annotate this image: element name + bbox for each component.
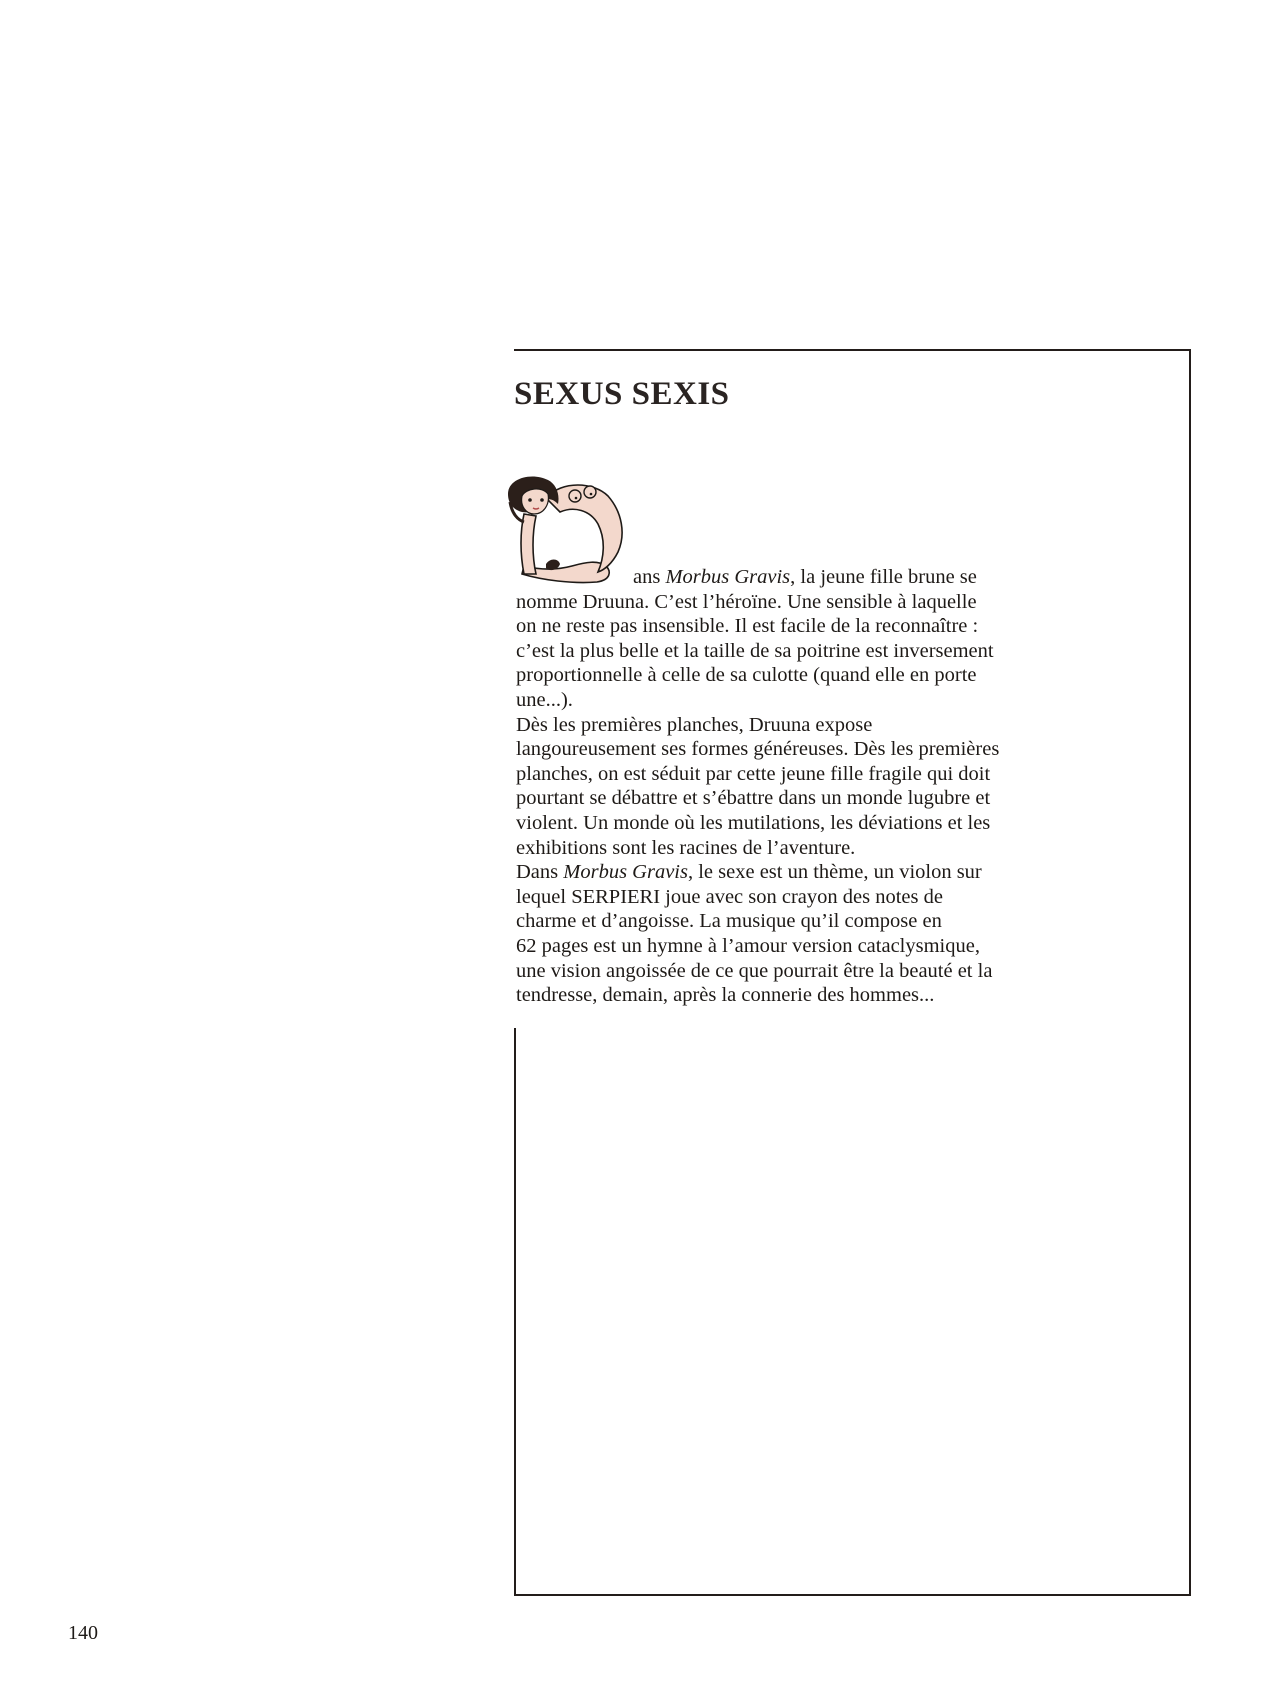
- frame-right-rule: [1189, 349, 1191, 1596]
- article-line-9: planches, on est séduit par cette jeune fille fragile qui doit: [516, 762, 991, 785]
- frame-left-rule: [514, 1028, 516, 1596]
- article-line-10: pourtant se débattre et s’ébattre dans un monde lugubre et: [516, 787, 991, 810]
- book-title-italic: Morbus Gravis: [563, 861, 688, 884]
- article-line-1-rest: , la jeune fille brune se: [790, 566, 977, 588]
- article-line-17: une vision angoissée de ce que pourrait être la beauté et la: [516, 959, 993, 982]
- article-line-3: on ne reste pas insensible. Il est facile de la reconnaître :: [516, 615, 979, 638]
- article-line-2: nomme Druuna. C’est l’héroïne. Une sensible à laquelle: [516, 590, 977, 613]
- article-line-4: c’est la plus belle et la taille de sa poitrine est inversement: [516, 639, 994, 662]
- article-line-13-rest: , le sexe est un thème, un violon sur: [687, 861, 982, 884]
- article-line-12: exhibitions sont les racines de l’aventure.: [516, 836, 856, 859]
- dropcap-continuation: ans: [633, 566, 666, 588]
- page-number: 140: [68, 1622, 98, 1644]
- article-line-11: violent. Un monde où les mutilations, les déviations et les: [516, 811, 991, 834]
- article-line-15: charme et d’angoisse. La musique qu’il compose en: [516, 910, 942, 933]
- article-line-16: 62 pages est un hymne à l’amour version cataclysmique,: [516, 934, 980, 957]
- article-line-13: [516, 860, 1096, 885]
- article-line-1: [516, 565, 1096, 590]
- article-line-6: une...).: [516, 688, 573, 711]
- article-line-13-prefix: Dans: [516, 861, 564, 884]
- article-line-18: tendresse, demain, après la connerie des hommes...: [516, 984, 935, 1007]
- article-line-14: lequel SERPIERI joue avec son crayon des notes de: [516, 885, 943, 908]
- page-title: SEXUS SEXIS: [514, 376, 730, 412]
- frame-bottom-rule: [514, 1594, 1191, 1596]
- article-line-8: langoureusement ses formes généreuses. Dès les premières: [516, 738, 1000, 761]
- article-line-7: Dès les premières planches, Druuna expose: [516, 713, 873, 736]
- frame-top-rule: [514, 349, 1191, 351]
- book-title-italic: Morbus Gravis: [665, 566, 791, 588]
- article-body: [516, 565, 1096, 1008]
- article-line-5: proportionnelle à celle de sa culotte (quand elle en porte: [516, 664, 977, 687]
